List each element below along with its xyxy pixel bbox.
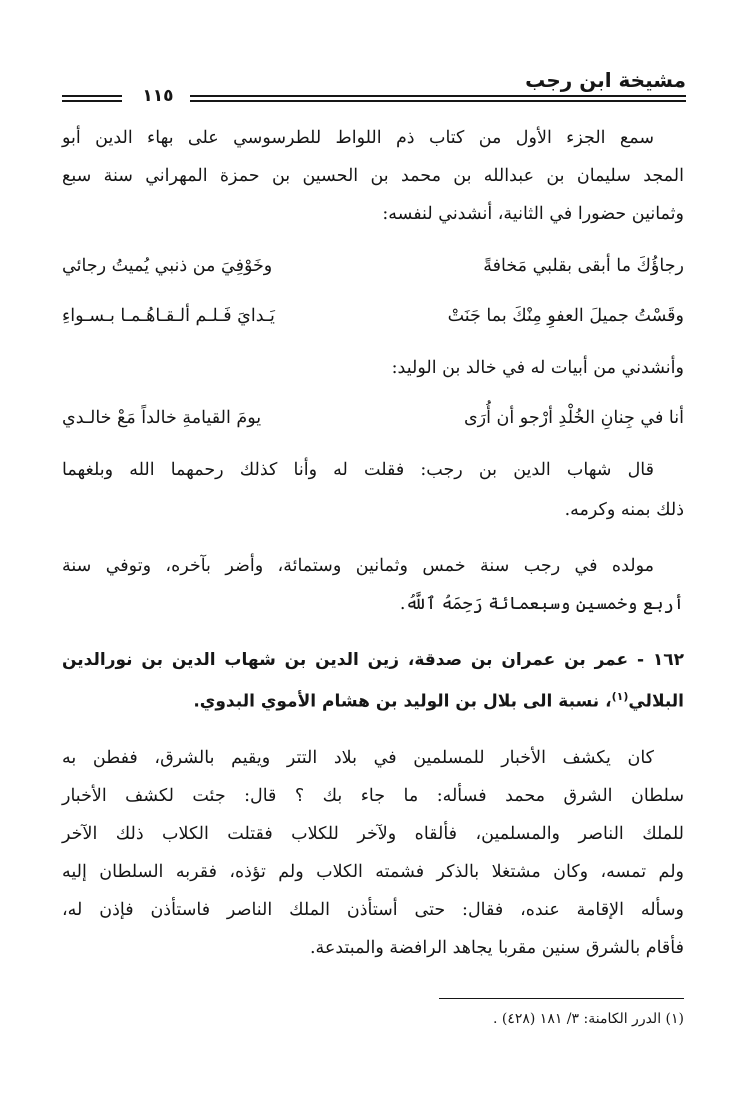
text-line: وسأله الإقامة عنده، فقال: حتى أستأذن الملك الناصر فاستأذن فإذن له، <box>62 900 684 920</box>
verse-hemistich: أنا في جِنانِ الخُلْدِ أرْجو أن أُرَى <box>463 408 684 428</box>
text-line: أربع وخمسين وسبعمائة رَحِمَهُ ٱللَّهُ. <box>399 594 684 614</box>
footnote-rule <box>439 998 684 999</box>
text-line: المجد سليمان بن عبدالله بن محمد بن الحسين بن حمزة المهراني سنة سبع <box>62 166 684 186</box>
verse-hemistich: رجاؤُكَ ما أبقى بقلبي مَخافةً <box>483 256 684 276</box>
entry-heading-rest: ، نسبة الى بلال بن الوليد بن هشام الأموي البدوي. <box>193 691 612 712</box>
verse-line <box>62 256 684 292</box>
verse-hemistich: وخَوْفِيَ من ذنبي يُميتُ رجائي <box>62 256 273 276</box>
verse-hemistich: يَـدايَ فَـلـم ألـقـاهُـمـا بـسـواءِ <box>62 306 275 326</box>
text-line: وثمانين حضورا في الثانية، أنشدني لنفسه: <box>382 204 684 224</box>
text-line: وأنشدني من أبيات له في خالد بن الوليد: <box>391 358 684 378</box>
entry-heading-line <box>62 690 684 726</box>
footnote: (١) الدرر الكامنة: ٣/ ١٨١ (٤٢٨) . <box>492 1011 684 1027</box>
verse-line <box>62 408 684 444</box>
verse-line <box>62 306 684 342</box>
running-title: مشيخة ابن رجب <box>525 68 686 92</box>
page-number: ١١٥ <box>142 86 174 106</box>
text-line: ولم تمسه، وكان مشتغلا بالذكر فشمته الكلاب ولم تؤذه، فقربه السلطان إليه <box>62 862 684 882</box>
text-line: فأقام بالشرق سنين مقربا يجاهد الرافضة والمبتدعة. <box>309 938 684 958</box>
text-line: مولده في رجب سنة خمس وثمانين وستمائة، وأضر بآخره، وتوفي سنة <box>62 556 654 576</box>
text-line: للملك الناصر والمسلمين، فألقاه ولآخر للكلاب فقتلت الكلاب ذلك الآخر <box>62 824 684 844</box>
verse-hemistich: وقَسْتُ جميلَ العفوِ مِنْكَ بما جَنَتْ <box>447 306 684 326</box>
verse-hemistich: يومَ القيامةِ خالداً مَعْ خالـدي <box>62 408 262 428</box>
entry-name: البلالي <box>628 691 684 712</box>
text-line: سلطان الشرق محمد فسأله: ما جاء بك ؟ قال: جئت لكشف الأخبار <box>62 786 684 806</box>
text-line: قال شهاب الدين بن رجب: فقلت له وأنا كذلك رحمهما الله وبلغهما <box>62 460 654 480</box>
entry-heading-line: ١٦٢ - عمر بن عمران بن صدقة، زين الدين بن شهاب الدين بن نورالدين <box>62 650 684 670</box>
text-line: سمع الجزء الأول من كتاب ذم اللواط للطرسوسي على بهاء الدين أبو <box>62 128 654 148</box>
page-header <box>62 68 686 108</box>
header-rule-right <box>190 95 686 102</box>
text-line: ذلك بمنه وكرمه. <box>564 500 684 520</box>
text-line: كان يكشف الأخبار للمسلمين في بلاد التتر ويقيم بالشرق، ففطن به <box>62 748 654 768</box>
footnote-marker: (١) <box>611 690 629 703</box>
header-rule-left <box>62 95 122 102</box>
